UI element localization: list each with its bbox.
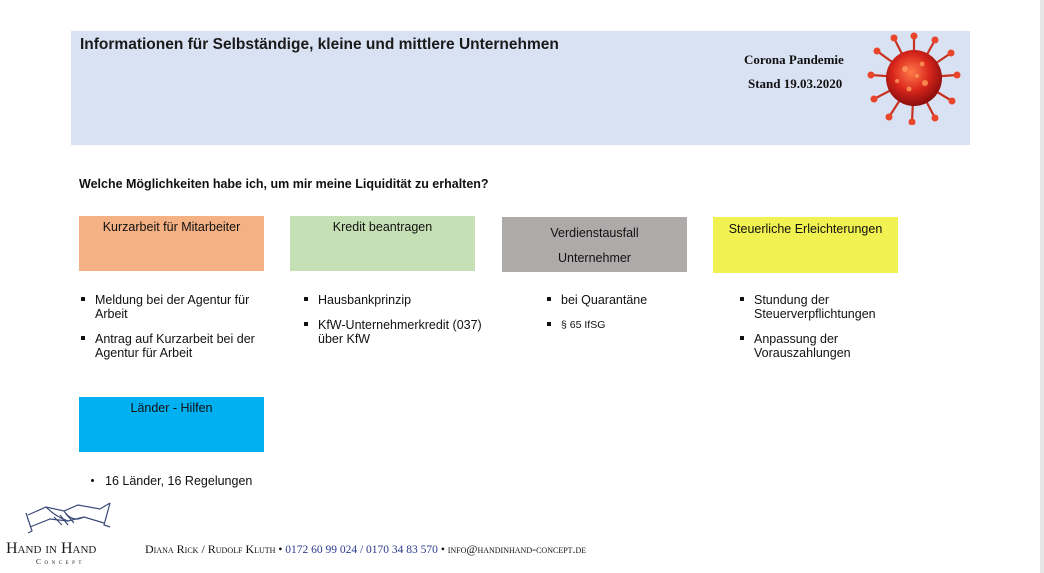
- list-item: Stundung der Steuerverpflichtungen: [739, 293, 909, 321]
- bullet-list-verdienstausfall: [546, 293, 696, 343]
- footer-phones: 0172 60 99 024 / 0170 34 83 570: [285, 544, 438, 556]
- page-edge: [1040, 0, 1044, 573]
- category-box-laender: [79, 397, 264, 452]
- list-item: Hausbankprinzip: [303, 293, 493, 307]
- footer-separator: •: [275, 544, 286, 556]
- bullet-list-kredit: [303, 293, 493, 357]
- category-box-steuer: [713, 217, 898, 273]
- footer-names: Diana Rick / Rudolf Kluth: [145, 542, 276, 556]
- header-banner: [71, 31, 970, 145]
- category-label: Steuerliche Erleichterungen: [728, 222, 883, 236]
- list-item: Meldung bei der Agentur für Arbeit: [80, 293, 265, 321]
- category-box-kredit: [290, 216, 475, 271]
- footer-email-link[interactable]: info@handinhand-concept.de: [447, 542, 587, 556]
- bullet-dot: [91, 479, 94, 482]
- question-heading: Welche Möglichkeiten habe ich, um mir meine Liquidität zu erhalten?: [79, 177, 489, 191]
- bullet-list-steuer: [739, 293, 909, 371]
- list-item: Antrag auf Kurzarbeit bei der Agentur für Arbeit: [80, 332, 265, 360]
- bullet-list-kurzarbeit: [80, 293, 265, 371]
- list-item: Anpassung der Vorauszahlungen: [739, 332, 909, 360]
- coronavirus-icon: [867, 31, 961, 125]
- category-box-kurzarbeit: [79, 216, 264, 271]
- list-item: § 65 IfSG: [546, 318, 696, 332]
- category-label: Länder - Hilfen: [130, 401, 213, 415]
- header-subtitle-date: Stand 19.03.2020: [748, 76, 843, 91]
- list-item: KfW-Unternehmerkredit (037) über KfW: [303, 318, 493, 346]
- category-label-line2: Unternehmer: [558, 251, 631, 265]
- category-label-line1: Verdienstausfall: [550, 226, 639, 240]
- logo-subtitle: Concept: [36, 557, 85, 566]
- category-label: Kurzarbeit für Mitarbeiter: [102, 220, 241, 234]
- footer-contact: [145, 542, 586, 557]
- category-box-verdienstausfall: [502, 217, 687, 272]
- category-label: Kredit beantragen: [332, 220, 433, 234]
- laender-bullet: [91, 474, 252, 488]
- list-item: 16 Länder, 16 Regelungen: [105, 474, 253, 488]
- list-item: bei Quarantäne: [546, 293, 696, 307]
- footer-separator: •: [437, 544, 448, 556]
- header-subtitle-pandemic: Corona Pandemie: [744, 52, 844, 67]
- page-title: Informationen für Selbständige, kleine und mittlere Unternehmen: [80, 36, 559, 53]
- logo-wordmark: Hand in Hand: [6, 540, 97, 557]
